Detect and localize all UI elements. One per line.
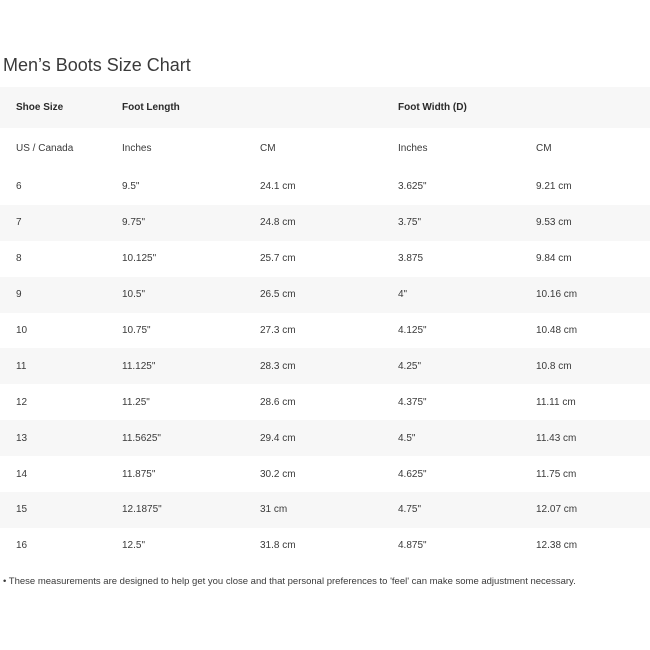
header-foot-width: Foot Width (D)	[382, 87, 520, 128]
cell-width-cm: 9.84 cm	[536, 253, 572, 265]
cell-width-cm: 11.43 cm	[520, 420, 650, 456]
table-row	[0, 528, 650, 564]
cell-width-inches: 3.75"	[382, 205, 520, 241]
cell-length-inches: 9.5"	[122, 181, 140, 193]
cell-length-cm: 24.8 cm	[244, 205, 382, 241]
unit-width-inches: Inches	[398, 143, 428, 154]
table-units-row	[0, 128, 650, 169]
header-empty	[244, 87, 382, 128]
cell-shoe-size: 9	[0, 277, 106, 313]
table-row	[0, 492, 650, 528]
cell-shoe-size: 13	[0, 420, 106, 456]
page-title: Men’s Boots Size Chart	[3, 55, 191, 75]
cell-width-cm: 12.07 cm	[520, 492, 650, 528]
cell-width-inches: 4.125"	[398, 325, 427, 336]
cell-length-inches: 10.125"	[122, 253, 157, 265]
unit-width-cm: CM	[536, 143, 552, 154]
cell-width-inches: 4.75"	[382, 492, 520, 528]
cell-length-inches: 10.5"	[106, 277, 244, 313]
cell-length-inches: 9.75"	[106, 205, 244, 241]
cell-length-inches: 11.25"	[122, 396, 150, 408]
cell-length-inches: 12.5"	[122, 540, 146, 552]
cell-shoe-size: 6	[16, 181, 22, 193]
cell-length-inches: 11.125"	[106, 348, 244, 384]
cell-shoe-size: 11	[0, 348, 106, 384]
cell-width-inches: 4.5"	[382, 420, 520, 456]
cell-length-cm: 28.6 cm	[260, 396, 296, 408]
cell-width-inches: 3.875	[398, 253, 424, 265]
cell-length-cm: 25.7 cm	[260, 253, 296, 265]
table-header-row	[0, 87, 650, 128]
table-row	[0, 205, 650, 241]
cell-shoe-size: 10	[16, 325, 28, 336]
cell-width-inches: 4.625"	[398, 468, 427, 480]
unit-us-canada: US / Canada	[16, 143, 74, 154]
cell-length-cm: 24.1 cm	[260, 181, 296, 193]
cell-width-cm: 11.11 cm	[536, 396, 576, 408]
cell-shoe-size: 8	[16, 253, 22, 265]
cell-width-inches: 4"	[382, 277, 520, 313]
table-row	[0, 348, 650, 384]
table-row	[0, 277, 650, 313]
cell-width-cm: 10.48 cm	[536, 325, 578, 336]
cell-length-cm: 30.2 cm	[260, 468, 296, 480]
table-row	[0, 169, 650, 205]
size-chart-body	[0, 87, 650, 564]
cell-length-inches: 11.875"	[122, 468, 156, 480]
header-empty	[520, 87, 650, 128]
cell-length-cm: 26.5 cm	[244, 277, 382, 313]
cell-shoe-size: 16	[16, 540, 28, 552]
cell-length-cm: 31.8 cm	[260, 540, 296, 552]
unit-length-inches: Inches	[122, 143, 152, 154]
cell-length-inches: 10.75"	[122, 325, 151, 336]
cell-shoe-size: 7	[0, 205, 106, 241]
cell-length-cm: 28.3 cm	[244, 348, 382, 384]
table-row	[0, 241, 650, 277]
cell-width-cm: 12.38 cm	[536, 540, 578, 552]
size-chart-table	[0, 87, 650, 564]
cell-length-cm: 29.4 cm	[244, 420, 382, 456]
cell-width-cm: 11.75 cm	[536, 468, 577, 480]
cell-width-inches: 4.25"	[382, 348, 520, 384]
cell-shoe-size: 14	[16, 468, 28, 480]
cell-width-cm: 10.8 cm	[520, 348, 650, 384]
cell-width-cm: 10.16 cm	[520, 277, 650, 313]
table-row	[0, 456, 650, 492]
table-row	[0, 313, 650, 349]
cell-length-cm: 27.3 cm	[260, 325, 296, 336]
header-foot-length: Foot Length	[106, 87, 244, 128]
cell-width-inches: 3.625"	[398, 181, 427, 193]
cell-shoe-size: 12	[16, 396, 28, 408]
unit-length-cm: CM	[260, 143, 276, 154]
cell-width-inches: 4.375"	[398, 396, 427, 408]
footnote: • These measurements are designed to help get you close and that personal preferences to 'feel' can make some adjustment necessary.	[3, 576, 576, 587]
cell-length-cm: 31 cm	[244, 492, 382, 528]
cell-width-inches: 4.875"	[398, 540, 427, 552]
table-row	[0, 420, 650, 456]
table-row	[0, 384, 650, 420]
cell-length-inches: 12.1875"	[106, 492, 244, 528]
cell-shoe-size: 15	[0, 492, 106, 528]
cell-width-cm: 9.53 cm	[520, 205, 650, 241]
cell-width-cm: 9.21 cm	[536, 181, 572, 193]
cell-length-inches: 11.5625"	[106, 420, 244, 456]
header-shoe-size: Shoe Size	[0, 87, 106, 128]
